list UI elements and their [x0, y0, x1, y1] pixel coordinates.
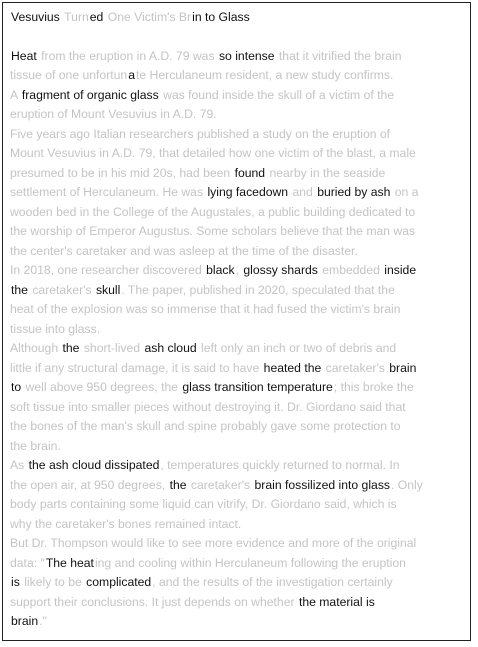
text-line	[10, 242, 468, 262]
highlighted-text: in to Glass	[192, 10, 250, 24]
faded-text: the bones of the man's skull and spine probably gave some protection to	[10, 419, 401, 433]
highlighted-text: ash cloud	[144, 341, 197, 355]
highlighted-text: Heat	[11, 48, 37, 63]
faded-text: As	[10, 458, 28, 472]
text-line	[10, 378, 468, 398]
text-line	[10, 573, 468, 593]
faded-text: likely to be	[20, 575, 86, 589]
text-line	[10, 612, 468, 632]
highlighted-text: the material is	[298, 594, 375, 609]
faded-text: the center's caretaker and was asleep at the time of the disaster.	[10, 243, 358, 258]
faded-text: soft tissue into smaller pieces without destroying it. Dr. Giordano said that	[10, 399, 406, 414]
text-line	[10, 281, 468, 301]
highlighted-text: inside	[384, 263, 417, 277]
faded-text: A	[10, 87, 21, 102]
text-line	[10, 437, 468, 457]
text-line	[10, 495, 468, 515]
faded-text: . Only	[391, 477, 423, 492]
text-line	[10, 456, 468, 476]
faded-text: and	[289, 185, 317, 199]
highlighted-text: brain	[389, 360, 417, 375]
document-frame	[2, 2, 471, 641]
text-line	[10, 66, 468, 86]
text-line	[10, 144, 468, 164]
faded-text: that it vitrified the brain	[275, 48, 402, 63]
highlighted-text: buried by ash	[317, 185, 391, 199]
highlighted-text: so intense	[218, 48, 275, 63]
text-line	[10, 417, 468, 437]
text-line	[10, 515, 468, 535]
faded-text: One Victim's Br	[104, 10, 192, 24]
text-line	[10, 125, 468, 145]
highlighted-text: brain fossilized into glass	[254, 477, 391, 492]
faded-text: Although	[10, 341, 62, 355]
faded-text: the worship of Emperor Augustus. Some scholars believe that the man was	[10, 224, 416, 238]
document-title	[10, 8, 468, 28]
highlighted-text: a	[128, 68, 135, 82]
faded-text: Mount Vesuvius in A.D. 79, that detailed how one victim of the blast, a male	[10, 146, 416, 160]
faded-text: short-lived	[80, 341, 144, 355]
faded-text: . The paper, published in 2020, speculated that the	[121, 282, 395, 297]
faded-text: from the eruption in A.D. 79 was	[37, 48, 218, 63]
text-line	[10, 222, 468, 242]
highlighted-text: to	[11, 380, 22, 394]
faded-text: te Herculaneum resident, a new study confirms.	[136, 68, 394, 82]
faded-text: , temperatures quickly returned to normal. In	[160, 458, 400, 472]
highlighted-text: glass transition temperature	[182, 380, 333, 394]
faded-text: the open air, at 950 degrees,	[10, 477, 169, 492]
text-line	[10, 398, 468, 418]
faded-text: embedded	[318, 263, 384, 277]
highlighted-text: heated the	[263, 360, 322, 375]
text-line	[10, 28, 468, 47]
faded-text: Five years ago Italian researchers published a study on the eruption of	[10, 126, 391, 141]
highlighted-text: glossy shards	[243, 263, 318, 277]
highlighted-text: complicated	[86, 575, 152, 589]
highlighted-text: the	[62, 341, 80, 355]
text-line	[10, 593, 468, 613]
faded-text: left only an inch or two of debris and	[197, 341, 397, 355]
highlighted-text: brain	[11, 614, 39, 628]
faded-text: ,	[235, 263, 243, 277]
faded-text: presumed to be in his mid 20s, had been	[10, 165, 234, 180]
faded-text: But Dr. Thompson would like to see more evidence and more of the original	[10, 536, 417, 550]
highlighted-text: the ash cloud dissipated	[28, 458, 160, 472]
highlighted-text: The heat	[45, 555, 94, 570]
highlighted-text: is	[11, 575, 20, 589]
text-line	[10, 183, 468, 203]
faded-text: ; this broke the	[333, 380, 414, 394]
faded-text: ing and cooling within Herculaneum following the eruption	[94, 555, 406, 570]
faded-text: settlement of Herculaneum. He was	[10, 185, 207, 199]
document-body	[10, 8, 468, 632]
highlighted-text: Vesuvius	[11, 10, 64, 24]
highlighted-text: lying facedown	[207, 185, 289, 199]
faded-text: tissue of one unfortun	[10, 68, 128, 82]
faded-text: the brain.	[10, 438, 61, 453]
text-line	[10, 476, 468, 496]
highlighted-text: the	[11, 282, 28, 297]
highlighted-text: skull	[95, 282, 121, 297]
highlighted-text: fragment of organic glass	[21, 87, 159, 102]
faded-text: little if any structural damage, it is said to have	[10, 360, 263, 375]
text-line	[10, 534, 468, 554]
highlighted-text: the	[169, 477, 187, 492]
faded-text: on a	[391, 185, 419, 199]
highlighted-text: ed	[89, 10, 104, 24]
text-line	[10, 203, 468, 223]
faded-text: well above 950 degrees, the	[22, 380, 182, 394]
text-line	[10, 164, 468, 184]
faded-text: caretaker's	[28, 282, 95, 297]
faded-text: data: "	[10, 555, 45, 570]
text-line	[10, 47, 468, 67]
text-line	[10, 105, 468, 125]
faded-text: eruption of Mount Vesuvius in A.D. 79.	[10, 107, 217, 121]
faded-text: nearby in the seaside	[266, 165, 386, 180]
faded-text: body parts containing some liquid can vitrify, Dr. Giordano said, which is	[10, 497, 397, 511]
text-line	[10, 339, 468, 359]
faded-text: , and the results of the investigation certainly	[152, 575, 393, 589]
text-line	[10, 261, 468, 281]
text-line	[10, 320, 468, 340]
highlighted-text: found	[234, 165, 266, 180]
faded-text: support their conclusions. It just depends on whether	[10, 594, 298, 609]
text-line	[10, 359, 468, 379]
text-line	[10, 300, 468, 320]
faded-text: Turn	[64, 10, 89, 24]
faded-text: heat of the explosion was so immense that it had fused the victim's brain	[10, 302, 401, 316]
faded-text: In 2018, one researcher discovered	[10, 263, 206, 277]
faded-text: tissue into glass.	[10, 321, 101, 336]
text-line	[10, 554, 468, 574]
faded-text: caretaker's	[322, 360, 389, 375]
faded-text: caretaker's	[187, 477, 254, 492]
faded-text: why the caretaker's bones remained intact.	[10, 516, 242, 531]
faded-text: wooden bed in the College of the Augustales, a public building dedicated to	[10, 204, 416, 219]
faded-text: was found inside the skull of a victim of the	[159, 87, 395, 102]
highlighted-text: black	[206, 263, 235, 277]
text-line	[10, 86, 468, 106]
faded-text: ."	[39, 614, 47, 628]
